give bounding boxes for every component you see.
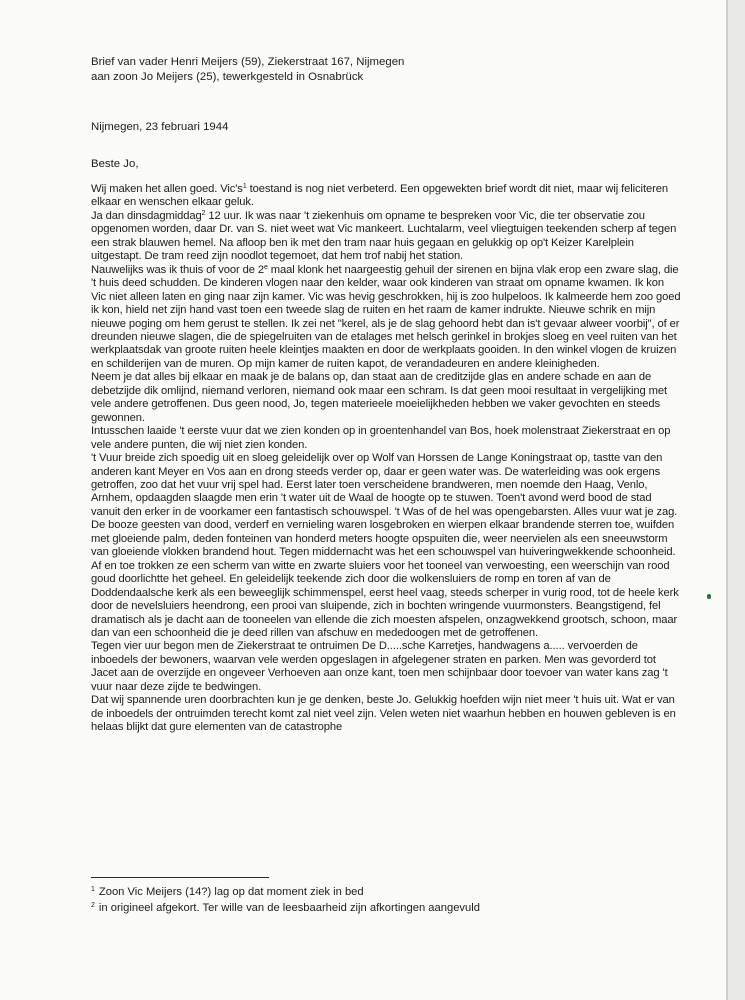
letter-body <box>91 183 681 735</box>
footnote-1-text: Zoon Vic Meijers (14?) lag op dat moment ziek in bed <box>98 886 364 898</box>
footnote-ref-1: 1 <box>242 183 247 190</box>
footnote-1 <box>91 883 480 899</box>
p2-text-b: 12 uur. Ik was naar 't ziekenhuis om opname te bespreken voor Vic, die ter observatie zou opgenomen worden, daar Dr. van S. niet weet wat Vic mankeert. Luchtalarm, veel vliegtuigen teekenden scherp af tegen een strak blauwen hemel. Na afloop ben ik met den tram naar huis gegaan en gelukkig op op't Keizer Karelplein uitgestapt. De tram reed zijn noodlot tegemoet, dat hem trof nabij het station. <box>91 209 677 263</box>
paragraph-4: Neem je dat alles bij elkaar en maak je de balans op, dan staat aan de creditzijde glas en andere schade en aan de debetzijde dik omlijnd, niemand verloren, niemand ook maar een schram. Is dat geen mooi resultaat in vergelijking met vele andere getroffenen. Dus geen nood, Jo, tegen materieele moeielijkheden hebben we vaker gevochten en steeds gewonnen. <box>91 371 667 424</box>
ordinal-superscript: e <box>264 263 268 271</box>
paragraph-5: Intusschen laaide 't eerste vuur dat we zien konden op in groentenhandel van Bos, hoek molenstraat Ziekerstraat en op vele andere punten, die wij niet zien konden. <box>91 425 671 451</box>
p3-text-b: maal klonk het naargeestig gehuil der sirenen en bijna vlak erop een zware slag, die 't huis deed schudden. De kinderen vlogen naar den kelder, waar ook kinderen van straat om opname kwamen. Ik kon Vic niet alleen laten en ging naar zijn kamer. Vic was hevig geschrokken, hij is zoo hulpeloos. Ik kalmeerde hem zoo goed ik kon, hield net zijn hand vast toen een tweede slag de ruiten en het raam de kamer indrukte. Nieuwe schrik en mijn nieuwe poging om hem gerust te stellen. Ik zei net "kerel, als je de slag gehoord hebt dan is't gevaar alweer voorbij", of er dreunden nieuwe slagen, die de spiegelruiten van de etalages met helsch gerinkel in brokjes sloeg en veel ruiten van het werkplaatsdak van groote ruiten heele kleintjes maakten en door de werkplaats gooiden. In den winkel vlogen de kruizen en schilderijen van de muren. Op mijn kamer de ruiten kapot, de verandadeuren en andere kleinigheden. <box>91 263 681 370</box>
p1-text-a: Wij maken het allen goed. Vic's <box>91 183 243 195</box>
p2-text-a: Ja dan dinsdagmiddag <box>91 209 202 222</box>
letter-header <box>91 55 404 85</box>
paragraph-2 <box>91 210 681 264</box>
paragraph-3 <box>91 264 681 372</box>
paragraph-8: Dat wij spannende uren doorbrachten kun je ge denken, beste Jo. Gelukkig hoefden wijn niet meer 't huis uit. Wat er van de inboedels der ontruimden terecht komt zal niet veel zijn. Velen weten niet waarhun hebben en houwen gebleven is en helaas blijkt dat gure elementen van de catastrophe <box>91 694 676 734</box>
paragraph-7: Tegen vier uur begon men de Ziekerstraat te ontruimen De D.....sche Karretjes, handwagens a..... vervoerden de inboedels der bewoners, waarvan vele werden opgeslagen in afgelegener straten en parken. Men was gevorderd tot Jacet aan de overzijde en ongeveer Verhoeven aan onze kant, toen men schijnbaar door toevoer van water kans zag 't vuur naar deze zijde te bedwingen. <box>91 640 668 693</box>
margin-speck <box>707 594 711 599</box>
paragraph-1 <box>91 183 681 210</box>
scan-margin <box>728 0 745 1000</box>
header-line-1: Brief van vader Henri Meijers (59), Ziekerstraat 167, Nijmegen <box>91 56 405 68</box>
footnote-divider <box>91 877 269 878</box>
letter-greeting: Beste Jo, <box>91 158 139 170</box>
footnote-2 <box>91 899 480 915</box>
footnote-2-mark: 2 <box>91 902 95 909</box>
p3-text-a: Nauwelijks was ik thuis of voor de 2 <box>91 263 264 276</box>
letter-date: Nijmegen, 23 februari 1944 <box>91 121 229 133</box>
footnote-1-mark: 1 <box>91 886 95 893</box>
footnote-ref-2: 2 <box>201 209 206 217</box>
header-line-2: aan zoon Jo Meijers (25), tewerkgesteld in Osnabrück <box>91 71 364 83</box>
footnote-2-text: in origineel afgekort. Ter wille van de leesbaarheid zijn afkortingen aangevuld <box>98 902 480 914</box>
footnotes <box>91 883 480 915</box>
p1-text-b: toestand is nog niet verbeterd. Een opgewekten brief wordt dit niet, maar wij feliciteren elkaar en wenschen elkaar geluk. <box>91 183 668 209</box>
paragraph-6: 't Vuur breide zich spoedig uit en sloeg geleidelijk over op Wolf van Horssen de Lange Koningstraat op, tastte van den anderen kant Meyer en Vos aan en drong steeds verder op, daar er geen water was. De waterleiding was ook ergens getroffen, zoo dat het vuur vrij spel had. Eerst later toen verscheidene brandweren, men noemde den Haag, Venlo, Arnhem, opdaagden slaagde men erin 't water uit de Waal de hoogte op te stuwen. Toen't avond werd bood de stad vanuit den erker in de voorkamer een fantastisch schouwspel. 't Was of de hel was opengebarsten. Alles vuur wat je zag. De booze geesten van dood, verderf en vernieling waren losgebroken en wierpen elkaar brandende sterren toe, wuifden met gloeiende palm, deden fonteinen van honderd meters hoogte opspuiten die, weer neervielen als een sneeuwstorm van gloeiende vlokken brandend hout. Tegen middernacht was het een schouwspel van huiveringwekkende schoonheid. Af en toe trokken ze een scherm van witte en zwarte sluiers voor het tooneel van verwoesting, een weerschijn van rood goud doorlichtte het geheel. En geleidelijk teekende zich door die wolkensluiers de romp en toren af van de Doddendaalsche kerk als een beweeglijk schimmenspel, eerst heel vaag, steeds scherper in vurig rood, tot de heele kerk door de nevelsluiers heendrong, een prooi van sluipende, zich in bochten wringende vuurmonsters. Beangstigend, fel dramatisch als je dacht aan de tooneelen van ellende die zich moesten afspelen, onzagwekkend grootsch, schoon, maar dan van een schoonheid die je deed rillen van afschuw en mededoogen met de getroffenen. <box>91 452 679 639</box>
